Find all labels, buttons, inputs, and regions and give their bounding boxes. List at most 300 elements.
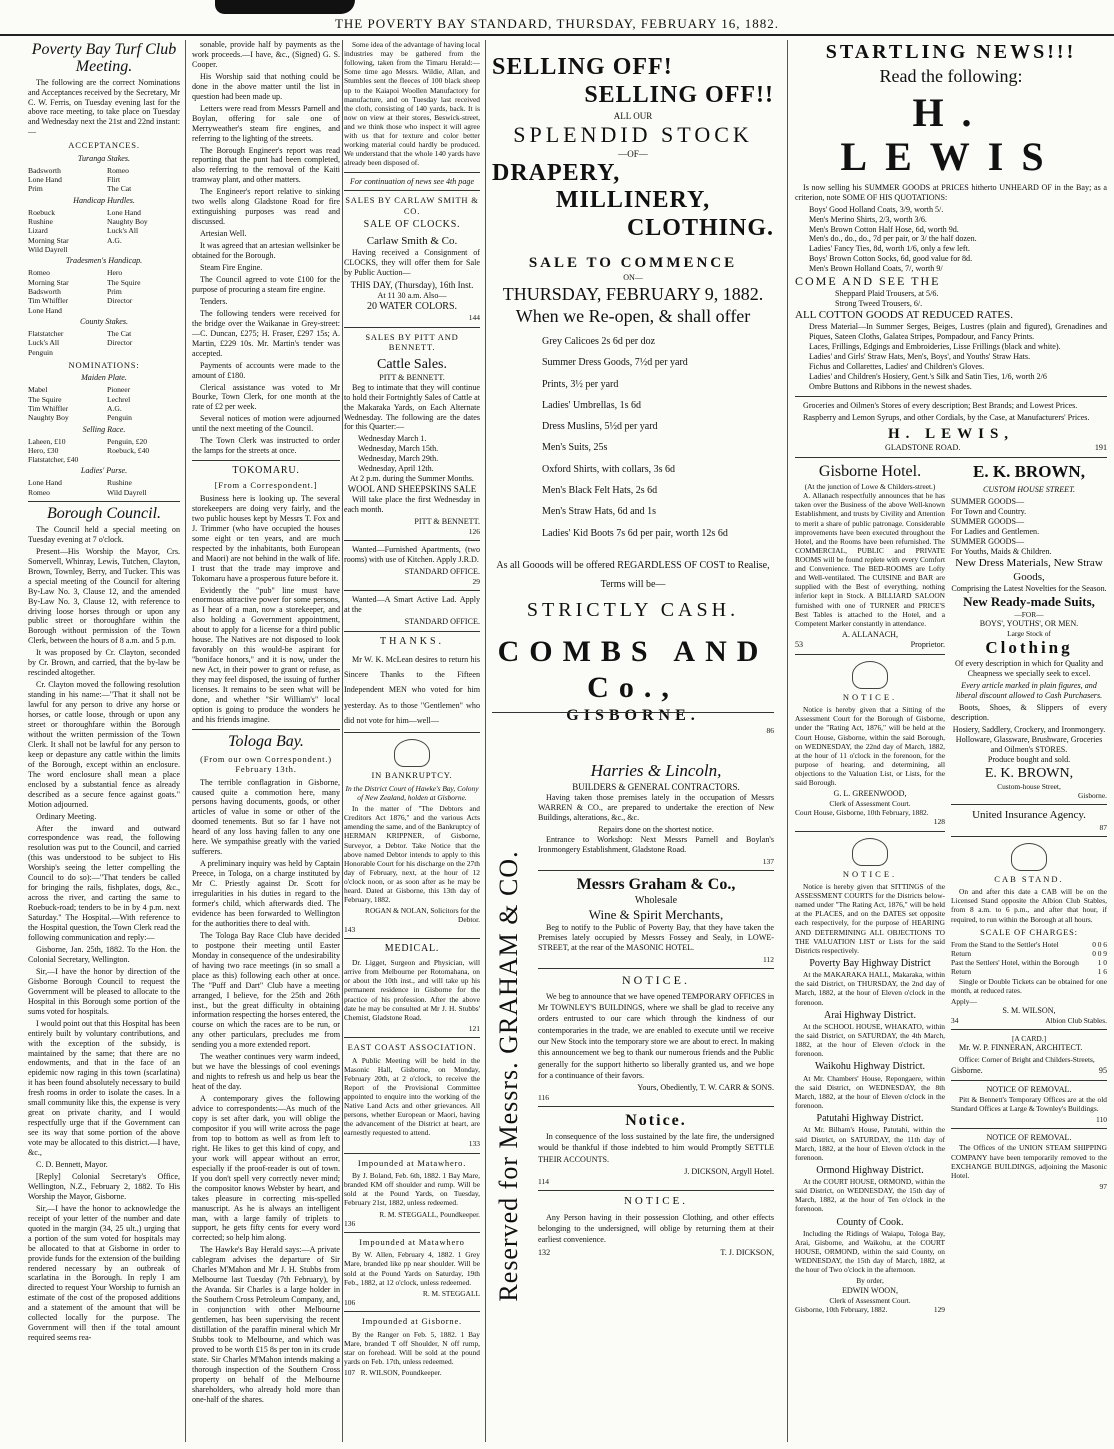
brown-large: Large Stock of bbox=[1007, 629, 1051, 639]
tokomaru-article bbox=[192, 494, 340, 725]
united-insurance: United Insurance Agency. bbox=[972, 809, 1086, 822]
notice-assessment-sig: G. L. GREENWOOD, bbox=[833, 789, 907, 799]
bankruptcy-sig: ROGAN & NOLAN, Solicitors for the Debtor. bbox=[365, 906, 480, 925]
splendid-stock: SPLENDID STOCK bbox=[513, 122, 753, 148]
notice-dickson-body: In consequence of the loss sustained by the late fire, the undersigned would be thankful if those indebted to him would Promptly SETTLE THEIR ACCOUNTS. bbox=[538, 1132, 774, 1164]
horse-name: Flatstatcher bbox=[28, 328, 64, 338]
list-item: Laces, Frillings, Edgings and Embroideries, Lisse Frillings (black and white). bbox=[809, 342, 1061, 352]
sale-to-commence: SALE TO COMMENCE bbox=[528, 255, 738, 272]
thanks-title: THANKS. bbox=[379, 636, 445, 648]
lewis-intro: Is now selling his SUMMER GOODS at PRICES hitherto UNHEARD OF in the Bay; as a criterion, note SOME OF HIS QUOTATIONS: bbox=[795, 182, 1107, 202]
royal-arms-crest bbox=[852, 838, 888, 866]
horse-name: Roebuck, £40 bbox=[107, 445, 150, 455]
horse-name: Pioneer bbox=[107, 385, 131, 395]
impound-3-sig: R. WILSON, Poundkeeper. bbox=[360, 1368, 442, 1378]
all-our: ALL OUR bbox=[613, 111, 653, 122]
ad-number: 86 bbox=[766, 725, 774, 735]
brown-addr: Custom-house Street, bbox=[997, 781, 1061, 791]
paragraph: After the inward and outward correspondence was read, the following resolution was put to the Council, and carried (this was understood to be subject to His Worship's seeing the letter compelling the Council to do so):—"That tenders be called for bringing the rails, fishplates, dogs, &c., across the river, and carting the same to Roebuck-road; tenders to be in by 4 p.m. next Saturday." The Hospital.—With reference to the Hospital question, the Town Clerk read the following communication and reply:— bbox=[28, 823, 180, 943]
notice-assessment-title: NOTICE. bbox=[842, 691, 898, 702]
paragraph: Gisborne, Jan. 25th, 1882. To the Hon. the Colonial Secretary, Wellington. bbox=[28, 944, 180, 964]
horse-name: Mabel bbox=[28, 385, 48, 395]
selling-off-1: SELLING OFF! bbox=[492, 54, 673, 80]
notice-courts-date: Gisborne, 10th February, 1882. bbox=[795, 1304, 888, 1314]
acceptances-heading: ACCEPTANCES. bbox=[68, 140, 140, 151]
ad-number: 87 bbox=[1099, 822, 1107, 832]
brown-comp: Comprising the Latest Novelties for the Season. bbox=[951, 584, 1107, 594]
notice-courts-footer bbox=[795, 1305, 945, 1314]
paragraph: His Worship said that nothing could be done in the above matter until the list in question had been made up. bbox=[192, 71, 340, 101]
paragraph: A preliminary inquiry was held by Captain Preece, in Tologa, on a charge instituted by Mr C. Priestly against Dr. Scott for irregularities in his duties in regard to the former's child, which afterwards died. The evidence has been forwarded to Wellington for the authorities there to deal with. bbox=[192, 859, 340, 928]
paragraph: Letters were read from Messrs Parnell and Boylan, offering for sale one of Merryweather's steam fire engines, and referring to the lighting of the streets. bbox=[192, 103, 340, 143]
horse-name: Lone Hand bbox=[28, 175, 62, 185]
ad-number: 53 bbox=[795, 639, 804, 649]
cattle-firm: PITT & BENNETT. bbox=[379, 372, 445, 382]
ad-number: 34 bbox=[951, 1015, 959, 1025]
notice-dickson-title: Notice. bbox=[625, 1112, 687, 1130]
charge-amount: 0 0 9 bbox=[1092, 949, 1107, 959]
card-label: [A CARD.] bbox=[1011, 1033, 1047, 1043]
lewis-name: H. LEWIS bbox=[840, 89, 1062, 179]
horse-name: A.G. bbox=[107, 403, 122, 413]
column-2 bbox=[192, 40, 340, 1442]
turanga-heading: Turanga Stakes. bbox=[77, 153, 131, 163]
cab-apply: Apply— bbox=[951, 996, 977, 1006]
district-body: Including the Ridings of Waiapu, Tologa Bay, Arai, Gisborne, and Waikohu, at the COURT HOUSE, ORMOND, within the said County, on WEDNESDAY, the 15th day of March, 1882, at the hour of Two o'clock in the afternoon. bbox=[795, 1228, 945, 1275]
list-item: Ombre Buttons and Ribbons in the newest shades. bbox=[809, 382, 972, 392]
brown-suits: New Ready-made Suits, bbox=[963, 594, 1095, 609]
list-item: Men's do., do., do., 7d per pair, or 3/ the half dozen. bbox=[809, 234, 977, 244]
horse-name: Romeo bbox=[28, 487, 50, 497]
clocks-sales-heading: SALES BY CARLAW SMITH & CO. bbox=[345, 195, 479, 216]
brown-hollow: Holloware, Glassware, Brushware, Groceries and Oilmen's STORES. bbox=[955, 734, 1103, 754]
horse-name: Wild Dayrell bbox=[107, 487, 147, 497]
brown-boots: Boots, Shoes, & Slippers of every description. bbox=[951, 702, 1107, 722]
millinery: MILLINERY, bbox=[555, 187, 711, 214]
handicap-list bbox=[28, 208, 180, 255]
ad-number: 110 bbox=[1096, 1115, 1107, 1125]
paragraph: The weather continues very warm indeed, but we have the blessings of cool evenings and nights to refresh us and help us bear the heat of the day. bbox=[192, 1052, 340, 1092]
cab-scale: SCALE OF CHARGES: bbox=[980, 926, 1078, 937]
horse-name: Badsworth bbox=[28, 286, 61, 296]
divider bbox=[538, 1106, 774, 1107]
list-item: Wednesday March 1. bbox=[358, 434, 427, 444]
finneran-office: Office: Corner of Bright and Childers-Streets, bbox=[959, 1055, 1095, 1064]
cab-sig: S. M. WILSON, bbox=[1002, 1005, 1056, 1015]
tolaga-sub: (From our own Correspondent.) February 13th. bbox=[200, 753, 332, 775]
list-item: Men's Suits, 25s bbox=[542, 442, 608, 454]
column-4 bbox=[492, 40, 774, 1442]
paragraph: Tenders. bbox=[200, 296, 228, 306]
impound-3-body: By the Ranger on Feb. 5, 1882. 1 Bay Mare, branded T off Shoulder, N off rump, star on forehead. Will be sold at the pound yards on Feb. 17th, unless redeemed. bbox=[344, 1329, 480, 1366]
notice-tj-body: Any Person having in their possession Clothing, and other effects belonging to the undersigned, will oblige by returning them at their earliest convenience. bbox=[538, 1212, 774, 1245]
list-item: For Ladies and Gentlemen. bbox=[951, 527, 1040, 537]
ad-number: 116 bbox=[538, 1093, 549, 1103]
ad-number: 137 bbox=[762, 856, 774, 866]
wool-body: Will take place the first Wednesday in each month. bbox=[344, 495, 480, 515]
harries-body: Having taken those premises lately in the occupation of Messrs WARREN & CO., are prepared to undertake the erection of New Buildings, alterations, &c., &c. bbox=[538, 792, 774, 822]
cattle-body: Beg to intimate that they will continue to hold their Fortnightly Sales of Cattle at the Makaraka Yards, on Each Alternate Wednesday. The following are the dates for this Quarter:— bbox=[344, 382, 480, 432]
brown-boys: BOYS', YOUTHS', OR MEN. bbox=[979, 619, 1079, 629]
horse-name: The Squire bbox=[107, 277, 141, 287]
selling-off-2: SELLING OFF!! bbox=[584, 81, 774, 108]
selling-heading: Selling Race. bbox=[82, 424, 126, 434]
list-item: Wednesday, March 15th. bbox=[358, 444, 439, 454]
brown-title: E. K. BROWN, bbox=[973, 462, 1085, 482]
lower-columns bbox=[795, 462, 1107, 1313]
medical-body: Dr. Ligget, Surgeon and Physician, will arrive from Melbourne per Rotomahana, on or about the 10th inst., and will take up his permanent residence in Gisborne for the practice of his profession. After the above date he may be consulted at Mr J. H. Stubbs' Chemist, Gladstone Road. bbox=[344, 958, 480, 1022]
divider bbox=[28, 501, 180, 502]
notice-courts-title: NOTICE. bbox=[842, 868, 898, 879]
district-body: At Mr. Chambers' House, Repongaere, within the said District, on WEDNESDAY, the 8th March, 1882, at the hour of Eleven o'clock in the forenoon. bbox=[795, 1073, 945, 1111]
reserved-graham-text: Reserved for Messrs. GRAHAM & CO. bbox=[494, 850, 524, 1302]
paragraph: The Hawke's Bay Herald says:—A private cablegram advises the departure of Sir Charles M'Mahon and Mr J. H. Stubbs from Melbourne last Tuesday (7th February), by the Avanda. Sir Charles is a large holder in the Southern Cross Petroleum Company, and, in conjunction with other Melbourne gentlemen, has been supervising the recent distillation of the paraffin mineral which Mr Stubbs took to Melbourne, and which was proved to be worth £15 8s per ton in its crude state. Sir Charles M'Mahon intends making a thorough inspection of the Southern Cross property on behalf of the Melbourne shareholders, who already hold more than one-half of the shares. bbox=[192, 1245, 340, 1404]
lewis-quotations bbox=[795, 205, 1107, 275]
horse-name: Hero, £30 bbox=[28, 445, 59, 455]
graham-title: Messrs Graham & Co., bbox=[576, 875, 736, 893]
clocks-water: 20 WATER COLORS. bbox=[366, 301, 458, 313]
lewis-groceries: Groceries and Oilmen's Stores of every description; Best Brands; and Lowest Prices. bbox=[803, 401, 1078, 411]
list-item: Dress Material—In Summer Serges, Beiges, Lustres (plain and figured), Grenadines and Piques, Sateen Cloths, Galatea Stripes, Pompadour, and Fancy Prints. bbox=[809, 322, 1107, 342]
notice-carr-sig: Yours, Obediently, T. W. CARR & SONS. bbox=[637, 1083, 774, 1093]
notice-assessment-body: Notice is hereby given that a Sitting of the Assessment Court for the Borough of Gisborne, under the "Rating Act, 1876," will be held at the Court House, Gisborne, within the said Borough, on WEDNESDAY, the 22nd day of March, 1882, at the hour of 11 o'clock in the forenoon, for the purpose of hearing, and determining, all objections to the Valuation List, or Lists, for the said Borough. bbox=[795, 705, 945, 788]
ad-number: 133 bbox=[468, 1139, 480, 1149]
paragraph: The Council agreed to vote £100 for the purpose of procuring a steam fire engine. bbox=[192, 274, 340, 294]
tradesmen-heading: Tradesmen's Handicap. bbox=[65, 256, 143, 266]
notice-tj-footer bbox=[538, 1248, 774, 1258]
column-5a bbox=[795, 462, 945, 1313]
notice-tj-sig: T. J. DICKSON, bbox=[720, 1247, 774, 1257]
list-item: For Youths, Maids & Children. bbox=[951, 547, 1052, 557]
brown-new: New Dress Materials, New Straw Goods, bbox=[955, 557, 1103, 583]
brown-summer bbox=[951, 497, 1107, 557]
drapery: DRAPERY, bbox=[492, 159, 621, 186]
horse-name: Morning Star bbox=[28, 277, 69, 287]
ad-number: 112 bbox=[763, 954, 774, 964]
horse-name: Luck's All bbox=[28, 338, 60, 348]
horse-name: The Squire bbox=[28, 394, 62, 404]
notice-carr-title: NOTICE. bbox=[622, 972, 690, 987]
notice-courts-sig: EDWIN WOON, bbox=[841, 1285, 899, 1295]
charge-amount: 1 6 bbox=[1097, 967, 1107, 977]
horse-name: Tim Whiffler bbox=[28, 296, 69, 306]
column-rule bbox=[185, 40, 186, 1442]
list-item: Men's Brown Holland Coats, 7/, worth 9/ bbox=[809, 264, 943, 274]
regardless-line: As all Gooods will be offered REGARDLESS OF COST to Realise, Terms will be— bbox=[496, 559, 770, 590]
impound-1-sig: R. M. STEGGALL, Poundkeeper. bbox=[379, 1209, 480, 1219]
paragraph: Several notices of motion were adjourned until the next meeting of the Council. bbox=[192, 414, 340, 434]
districts-list bbox=[795, 958, 945, 1275]
nominations-heading: NOMINATIONS: bbox=[68, 359, 140, 370]
combs-advert bbox=[492, 40, 774, 735]
maiden-list bbox=[28, 385, 180, 422]
column-rule bbox=[787, 40, 788, 1442]
charge-row bbox=[951, 949, 1107, 958]
horse-name: Romeo bbox=[28, 268, 50, 278]
read-following: Read the following: bbox=[879, 65, 1023, 86]
list-item: Grey Calicoes 2s 6d per doz bbox=[542, 336, 656, 347]
charge-row bbox=[951, 967, 1107, 976]
graham-wholesale: Wholesale bbox=[634, 894, 678, 906]
masthead-title: THE POVERTY BAY STANDARD, THURSDAY, FEBRUARY 16, 1882. bbox=[334, 16, 780, 31]
sale-date: THURSDAY, FEBRUARY 9, 1882. bbox=[502, 283, 764, 304]
paragraph: It was proposed by Cr. Clayton, seconded by Cr. Brown, and carried, that the by-law be rescinded altogether. bbox=[28, 648, 180, 678]
removal-2-body: The Offices of the UNION STEAM SHIPPING COMPANY have been temporarily removed to the EXCHANGE BUILDINGS, adjoining the Masonic Hotel. bbox=[951, 1143, 1107, 1180]
charge-amount: 1 0 bbox=[1097, 958, 1107, 968]
brown-town: Gisborne. bbox=[1078, 790, 1107, 800]
column-3 bbox=[344, 40, 480, 1442]
column-4-notices bbox=[538, 760, 774, 1258]
ad-number: 97 bbox=[1099, 1181, 1107, 1191]
cab-stables: Albion Club Stables. bbox=[1045, 1015, 1107, 1025]
horse-name: Roebuck bbox=[28, 207, 55, 217]
horse-name: Penguin bbox=[28, 347, 53, 357]
notice-assessment-date: Court House, Gisborne, 10th February, 1882. bbox=[795, 808, 929, 818]
paragraph: The Engineer's report relative to sinking two wells along Gladstone Road for fire extinguishing purposes was read and discussed. bbox=[192, 187, 340, 227]
list-item: For Town and Country. bbox=[951, 507, 1027, 517]
divider bbox=[344, 327, 480, 328]
notice-tj-title: NOTICE. bbox=[623, 1195, 689, 1208]
district-body: At Mr. Bilham's House, Patutahi, within the said District, on SATURDAY, the 11th day of March, 1882, at the hour of Eleven o'clock in the forenoon. bbox=[795, 1125, 945, 1162]
impound-1-body: By J. Boland, Feb. 6th, 1882. 1 Bay Mare, branded KM off shoulder and rump. Will be sold at the Pound Yards, on Tuesday, February 21st, 1882, unless redeemed. bbox=[344, 1171, 480, 1208]
impound-1-title: Impounded at Matawhero. bbox=[357, 1157, 467, 1168]
lewis-departments bbox=[795, 322, 1107, 392]
horse-name: Luck's All bbox=[107, 226, 139, 236]
divider bbox=[344, 1037, 480, 1038]
horse-name: Naughty Boy bbox=[107, 216, 148, 226]
sheppard-trousers: Sheppard Plaid Trousers, at 5/6. bbox=[835, 289, 939, 299]
clocks-date: THIS DAY, (Thursday), 16th Inst. bbox=[350, 280, 474, 291]
lewis-address-row bbox=[795, 443, 1107, 453]
ad-number: 144 bbox=[468, 313, 480, 323]
harries-sub: BUILDERS & GENERAL CONTRACTORS. bbox=[572, 781, 740, 792]
list-item: Men's Merino Shirts, 2/3, worth 3/6. bbox=[809, 214, 927, 224]
paragraph: Artesian Well. bbox=[200, 229, 247, 239]
charge-amount: 0 0 6 bbox=[1092, 940, 1107, 950]
divider bbox=[192, 460, 340, 461]
divider bbox=[795, 831, 945, 832]
horse-name: Lechrel bbox=[107, 394, 131, 404]
horse-name: Prim bbox=[28, 184, 43, 194]
column-1 bbox=[28, 40, 180, 1442]
continuation-note: For continuation of news see 4th page bbox=[349, 176, 475, 186]
medical-title: MEDICAL. bbox=[384, 942, 440, 954]
list-item: SUMMER GOODS— bbox=[951, 537, 1025, 547]
cotton-goods: ALL COTTON GOODS AT REDUCED RATES. bbox=[795, 308, 1013, 321]
price-list bbox=[492, 336, 774, 540]
notice-carr-body: We beg to announce that we have opened TEMPORARY OFFICES in Mr TOWNLEY'S BUILDINGS, where we shall be glad to receive any orders entrusted to our care which through the kindness of our contemporaries in the trade, we are enabled to execute until we receive our New Stock into the temporary store we are about to erect. In making this announcement we beg to thank our numerous friends and the Public generally for the support hitherto so liberally granted us, and we hope for a continuance of their favors. bbox=[538, 991, 774, 1080]
horse-name: A.G. bbox=[107, 235, 122, 245]
list-item: Ladies' Kid Boots 7s 6d per pair, worth 12s 6d bbox=[542, 527, 728, 539]
divider bbox=[192, 729, 340, 730]
lewis-signature: H. LEWIS, bbox=[887, 426, 1015, 443]
divider bbox=[951, 836, 1107, 837]
combs-name: COMBS AND Co., bbox=[497, 634, 769, 704]
hotel-footer bbox=[795, 640, 945, 650]
charge-label: Past the Settlers' Hotel, within the Borough bbox=[951, 958, 1079, 968]
horse-name bbox=[107, 245, 180, 254]
wool-title: WOOL AND SHEEPSKINS SALE bbox=[347, 484, 477, 495]
horse-name: Rushine bbox=[28, 216, 53, 226]
ad-number: 126 bbox=[468, 527, 480, 537]
notice-courts-role: Clerk of Assessment Court. bbox=[829, 1295, 911, 1305]
wool-sig: PITT & BENNETT. bbox=[414, 517, 480, 527]
cab-footer bbox=[951, 1016, 1107, 1025]
borough-continued bbox=[192, 40, 340, 456]
horse-name: Hero bbox=[107, 268, 123, 278]
removal-2-title: NOTICE OF REMOVAL. bbox=[986, 1133, 1072, 1143]
on-label: ON— bbox=[623, 272, 643, 282]
divider bbox=[795, 654, 945, 655]
horse-name: Romeo bbox=[107, 165, 129, 175]
tokomaru-title: TOKOMARU. bbox=[232, 465, 300, 477]
district-name: Waikohu Highway District. bbox=[814, 1061, 925, 1073]
horse-name bbox=[107, 455, 180, 464]
district-body: At the MAKARAKA HALL, Makaraka, within the said District, on THURSDAY, the 2nd day of March, 1882, at the hour of Eleven o'clock in the forenoon. bbox=[795, 970, 945, 1007]
paragraph: The terrible conflagration in Gisborne, caused quite a commotion here, many persons having documents, goods, or other articles of value in some or other of the doomed tenements. But so far I have not heard of any loss having fallen to any one here. We sympathise greatly with the varied sufferers. bbox=[192, 777, 340, 857]
list-item: Boys' Brown Cotton Socks, 6d, good value for 8d. bbox=[809, 254, 973, 264]
tolaga-title: Tologa Bay. bbox=[228, 732, 304, 750]
list-item: Prints, 3½ per yard bbox=[542, 378, 619, 390]
list-item: Boys' Good Holland Coats, 3/9, worth 5/. bbox=[809, 204, 944, 214]
district-name: Arai Highway District. bbox=[824, 1009, 916, 1021]
divider bbox=[538, 968, 774, 969]
horse-name: Director bbox=[107, 296, 133, 306]
east-coast-title: EAST COAST ASSOCIATION. bbox=[347, 1042, 477, 1053]
list-item: SUMMER GOODS— bbox=[951, 497, 1025, 507]
ad-number: 121 bbox=[468, 1023, 480, 1033]
list-item: Men's Brown Cotton Half Hose, 6d, worth 9d. bbox=[809, 224, 959, 234]
divider bbox=[344, 172, 480, 173]
paragraph: Clerical assistance was voted to Mr Bourke, Town Clerk, for one month at the rate of £2 per week. bbox=[192, 382, 340, 412]
paragraph: Sir,—I have the honor to acknowledge the receipt of your letter of the number and date quoted in the margin (34, 25 ult.,) urging that a portion of the sum voted for hospitals may be allocated to that at Gisborne in order to provide funds for the extension of the building rendered necessary by an outbreak of scarlatina in the Borough. In reply I am directed to request Your Worship to furnish an estimate of the cost of the proposed additions and a statement of the amount that will be collected locally for the purpose. The Government will then if the total amount required seems rea- bbox=[28, 1203, 180, 1343]
finneran-footer bbox=[951, 1066, 1107, 1076]
strictly-cash: STRICTLY CASH. bbox=[526, 598, 740, 621]
horse-name: Flirt bbox=[107, 175, 121, 185]
horse-name: The Cat bbox=[107, 184, 132, 194]
impound-3-sig-row bbox=[344, 1368, 480, 1377]
paragraph: The Council held a special meeting on Tuesday evening at 7 o'clock. bbox=[28, 524, 180, 544]
wanted-apartments: Wanted—Furnished Apartments, (two rooms) with use of Kitchen. Apply J.R.D. bbox=[344, 545, 480, 565]
borough-article bbox=[28, 525, 180, 1343]
divider bbox=[344, 631, 480, 632]
turf-intro: The following are the correct Nominations and Acceptances received by the Secretary, Mr C. W. Ferris, on Tuesday evening last for the above race meeting, to take place on Tuesday and Wednesday next the 21st and 22nd instant:— bbox=[28, 77, 180, 137]
graham-merchants: Wine & Spirit Merchants, bbox=[588, 906, 724, 922]
column-5b bbox=[951, 462, 1107, 1313]
divider bbox=[795, 457, 1107, 458]
clocks-title: SALE OF CLOCKS. bbox=[363, 219, 461, 231]
ad-number: 95 bbox=[1098, 1066, 1107, 1076]
lewis-address: GLADSTONE ROAD. bbox=[885, 443, 961, 453]
paragraph: The Borough Engineer's report was read reporting that the punt had been completed, also referring to the removal of the Kaiti tramway plant, and other matters. bbox=[192, 145, 340, 185]
horse-name: Penguin bbox=[107, 413, 132, 423]
paragraph: Sir,—I have the honor by direction of the Gisborne Borough Council to request the Government will be pleased to allocate to the Hospital in this Borough some portion of the sums voted for hospitals. bbox=[28, 966, 180, 1016]
horse-name: Wild Dayrell bbox=[28, 244, 68, 254]
turf-title: Poverty Bay Turf Club Meeting. bbox=[31, 41, 177, 75]
horse-name: Prim bbox=[107, 286, 122, 296]
list-item: Ladies' Fancy Ties, 8d, worth 1/6, only a few left. bbox=[809, 244, 970, 254]
divider bbox=[344, 540, 480, 541]
brown-produce: Produce bought and sold. bbox=[987, 754, 1071, 764]
charge-label: Return bbox=[951, 967, 972, 977]
district-name: Poverty Bay Highway District bbox=[809, 957, 931, 969]
paragraph: sonable, provide half by payments as the work proceeds.—I have, &c., (Signed) G. S. Cooper. bbox=[192, 40, 340, 69]
charge-row bbox=[951, 958, 1107, 967]
divider bbox=[951, 1029, 1107, 1030]
horse-name: Flatstatcher, £40 bbox=[28, 455, 79, 465]
hotel-body: A. Allanach respectfully announces that he has taken over the Business of the above Well-known Establishment, and trusts by Civility and Attention to merit a share of public patronage. Considerable improvements have been executed throughout the Hotel, and the Rooms have been refurnished. The COMMERCIAL, PUBLIC and PRIVATE ROOMS will be found replete with every Comfort and Convenience. The BED-ROOMS are Lofty and Well-ventilated. The CUISINE and BAR are supplied with the Best of everything, nothing inferior kept in Stock. A BILLIARD SALOON furnished with one of TURNER and PRICE'S Best Tables is attached to the Hotel, and a Competent Marker constantly in attendance. bbox=[795, 491, 945, 628]
strong-trousers: Strong Tweed Trousers, 6/. bbox=[835, 299, 923, 308]
selling-list bbox=[28, 437, 180, 465]
cab-single: Single or Double Tickets can be obtained for one month, at reduced rates. bbox=[951, 976, 1107, 995]
list-item: Ladies' and Children's Hosiery, Gent.'s Silk and Satin Ties, 1/6, worth 2/6 bbox=[809, 372, 1047, 382]
startling-news: STARTLING NEWS!!! bbox=[825, 41, 1077, 63]
finneran: Mr. W. P. FINNERAN, ARCHITECT. bbox=[959, 1043, 1083, 1053]
district-name: Patutahi Highway District. bbox=[816, 1113, 924, 1125]
combs-gisborne: GISBORNE. bbox=[566, 706, 700, 724]
cattle-dates bbox=[344, 434, 480, 474]
cab-title: CAB STAND. bbox=[994, 873, 1064, 884]
list-item: Ladies' and Girls' Straw Hats, Men's, Boys', and Youths' Straw Hats. bbox=[809, 352, 1031, 362]
district-body: At the COURT HOUSE, ORMOND, within the said District, on WEDNESDAY, the 15th day of March, 1882, at the hour of Ten o'clock in the forenoon. bbox=[795, 1177, 945, 1214]
horse-name: Director bbox=[107, 338, 133, 348]
horse-name: Lone Hand bbox=[28, 478, 62, 488]
impound-2-title: Impounded at Matawhero bbox=[359, 1236, 465, 1247]
ad-number: 136 bbox=[344, 1218, 356, 1228]
cattle-title: Cattle Sales. bbox=[377, 356, 447, 372]
paragraph: The following tenders were received for the bridge over the Waikanae in Grey-street:—C. Duncan, £275; H. Fraser, £297 15s; A. Martin, £229 10s. Mr. Martin's tender was accepted. bbox=[192, 308, 340, 358]
royal-arms-crest bbox=[852, 661, 888, 689]
paragraph: Ordinary Meeting. bbox=[36, 811, 97, 821]
paragraph: A contemporary gives the following advice to correspondents:—As much of the copy is set after dark, you will oblige the compositor if you will write across the page from top to bottom as well as from left to right. He likes to get this kind of copy, and your work will appear without an error, especially if the proof-reader is out of town. If you don't spell very correctly never mind; the compositor knows Webster by heart, and takes pleasure in correcting mis-spelled manuscript. As he is always an intelligent man, with a large family of triplets to support, he gets fifty cents for every word corrected; so help him along. bbox=[192, 1094, 340, 1243]
list-item: Wednesday, April 12th. bbox=[358, 464, 434, 474]
list-item: Men's Straw Hats, 6d and 1s bbox=[542, 506, 657, 518]
notice-courts-body: Notice is hereby given that SITTINGS of the ASSESSMENT COURTS for the Districts below-named under "The Rating Act, 1876," will be held at the PLACES, and on the DATES set opposite each respectively, for the purpose of HEARING AND DETERMINING ALL OBJECTIONS TO THE VALUATION LIST or Lists for the said Districts respectively. bbox=[795, 882, 945, 955]
divider bbox=[344, 590, 480, 591]
horse-name: Lone Hand bbox=[107, 207, 141, 217]
column-rule bbox=[485, 40, 486, 1442]
reserved-graham bbox=[494, 770, 524, 1380]
tolaga-article bbox=[192, 778, 340, 1405]
horse-name: Rushine bbox=[107, 478, 132, 488]
paragraph: C. D. Bennett, Mayor. bbox=[36, 1159, 108, 1169]
charge-label: From the Stand to the Settler's Hotel bbox=[951, 940, 1059, 950]
horse-name bbox=[107, 306, 180, 315]
impound-2-body: By W. Allen, February 4, 1882. 1 Grey Mare, branded like pp near shoulder. Will be sold at the Pound Yards on Saturday, 19th Feb., 1882, at 12 o'clock, unless redeemed. bbox=[344, 1250, 480, 1287]
industries-paragraph: Some idea of the advantage of having local industries may be gathered from the following, taken from the Timaru Herald:—Some time ago Messrs. Wildie, Allan, and Stumbles sent the fleeces of 100 black sheep up to the Kaiapoi Woollen Manufactory for manufacture, and on Tuesday last received the cloth, consisting of 140 yards, back. It is now on view at their stores, Beswick-street, and we think those who inspect it will agree with us that for texture and color better working material could hardly be produced. We understand that the whole 140 yards have already been disposed of. bbox=[344, 40, 480, 168]
ad-number: 132 bbox=[538, 1247, 551, 1257]
divider bbox=[538, 1190, 774, 1191]
ladies-heading: Ladies' Purse. bbox=[80, 466, 128, 476]
removal-1-title: NOTICE OF REMOVAL. bbox=[986, 1085, 1072, 1095]
divider bbox=[538, 870, 774, 871]
horse-name: Naughty Boy bbox=[28, 413, 69, 423]
horse-name: Badsworth bbox=[28, 165, 61, 175]
harries-repairs: Repairs done on the shortest notice. bbox=[598, 824, 714, 834]
column-5 bbox=[795, 40, 1107, 1442]
divider bbox=[344, 732, 480, 733]
paragraph: The Tologa Bay Race Club have decided to postpone their meeting until Easter Monday in consequence of the undesirability of having two race meetings (in so small a place as this) following each other at once. The "Puff and Dart" Club have a meeting arranged, I believe, for the 25th and 26th inst., but the great difficulty in obtaining information respecting the horses entered, the course on which the races are to be run, or any other particulars, precludes me from sending you a more extended report. bbox=[192, 930, 340, 1050]
hotel-title: Gisborne Hotel. bbox=[818, 463, 922, 481]
cattle-time: At 2 p.m. during the Summer Months. bbox=[350, 474, 474, 484]
horse-name: Tim Whiffler bbox=[28, 403, 69, 413]
paragraph: Present—His Worship the Mayor, Crs. Somervell, Whinray, Lewis, Tutchen, Clayton, Brown, Townley, Berry, and Tucker. This was a special meeting of the Council for altering By-Law No. 3, Clause 12, and the amended By-Law No. 3, Clause 12, with reference to driving loose horses through or upon any public street or thoroughfare within the Borough without permission of the Town Clerk, between the hours of 8 a.m. and 5 p.m. bbox=[28, 546, 180, 646]
paragraph: I would point out that this Hospital has been entirely built by voluntary contributions, and with the exception of the subsidy, is maintained by the same; that there are no endowments, and that in the face of an epidemic now raging in this town (scarlatina) it has been found absolutely necessary to build fresh rooms in order to isolate the cases. In a small community like this, the expense is very great on private charity, and I would respectfully urge that if the Government can see its way that some portion of the above vote may be allocated to this district.—I have, &c., bbox=[28, 1018, 180, 1158]
horse-name: Laheen, £10 bbox=[28, 436, 66, 446]
list-item: Dress Muslins, 5½d per yard bbox=[542, 421, 658, 433]
ad-number: 191 bbox=[1094, 443, 1107, 453]
brown-sig: E. K. BROWN, bbox=[984, 765, 1074, 781]
